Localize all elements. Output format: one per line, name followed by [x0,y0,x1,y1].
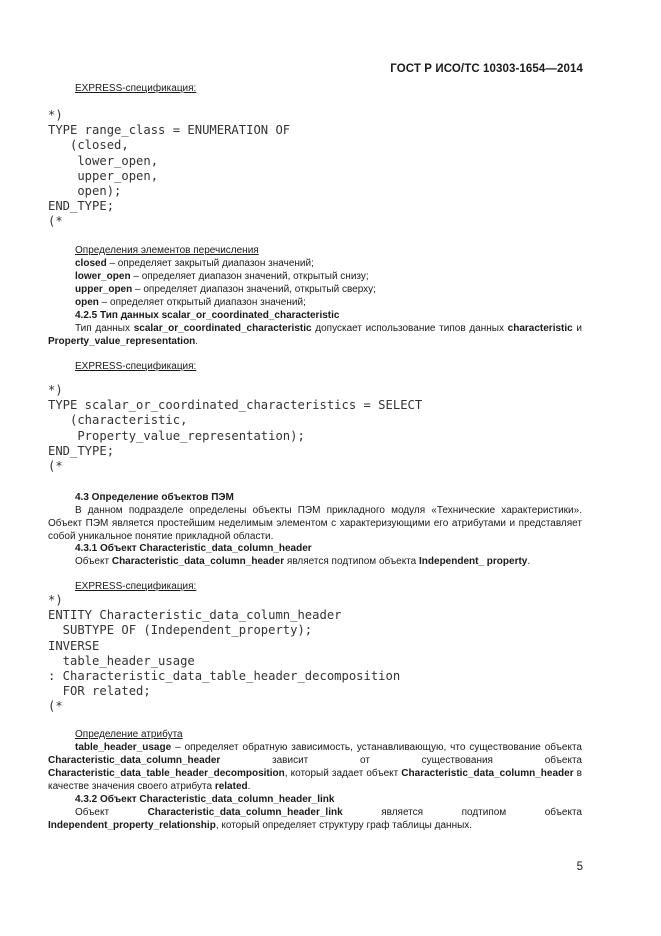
text-run: Объект [75,556,112,567]
attribute-definition-title: Определение атрибута [75,729,183,740]
text-run: , который определяет структуру граф таблицы данных. [215,820,473,831]
express-spec-label-1: EXPRESS-спецификация: [75,83,197,94]
term: Property_value_representation [48,336,196,347]
page-number: 5 [576,861,583,873]
section-4-2-5-text [48,322,582,348]
enum-term: open [75,297,99,308]
text-run: . [247,781,251,792]
text-run: допускает использование типов данных [311,323,508,334]
enum-desc: – определяет диапазон значений, открытый снизу; [130,271,369,282]
term: Characteristic_data_column_header_link [147,807,343,818]
enum-term: closed [75,258,107,269]
section-4-3-heading: 4.3 Определение объектов ПЭМ [75,492,234,503]
text-run: в качестве значения своего атрибута [48,768,582,792]
express-code-entity: *) ENTITY Characteristic_data_column_header SUBTYPE OF (Independent_property); INVERSE table_header_usage : Characteristic_data_table_header_decomposition FOR related; (* [48,593,401,714]
term: Independent_property_relationship [48,820,216,831]
term: scalar_or_coordinated_characteristic [133,323,312,334]
term: Characteristic_data_column_header [48,755,221,766]
term: Characteristic_data_table_header_decomposition [48,768,285,779]
enum-item-open [75,296,306,309]
text-run: является подтипом объекта [342,807,582,818]
section-4-2-5-heading: 4.2.5 Тип данных scalar_or_coordinated_characteristic [75,310,340,321]
term: related [214,781,248,792]
term: Independent_ property [419,556,528,567]
text-run: зависит от существования объекта [220,755,582,766]
section-4-3-1-text [48,555,582,568]
express-spec-label-3: EXPRESS-спецификация: [75,581,197,592]
enum-item-closed [75,257,314,270]
enum-definitions-title: Определения элементов перечисления [75,245,259,256]
text-run: В данном подразделе определены объекты ПЭМ прикладного модуля «Технические характеристики». Объект ПЭМ является простейшим неделимым элементом с характеризующими его атрибутами и представляет собой уникальное понятие прикладной области. [48,505,582,542]
text-run: . [527,556,531,567]
express-spec-label-2: EXPRESS-спецификация: [75,361,197,372]
text-run: Тип данных [75,323,134,334]
section-4-3-1-heading: 4.3.1 Объект Characteristic_data_column_header [75,543,312,554]
attribute-definition-text [48,741,582,793]
section-4-3-text [48,504,582,543]
text-run: Объект [75,807,148,818]
enum-item-lower-open [75,270,369,283]
enum-term: upper_open [75,284,133,295]
term: table_header_usage [75,742,172,753]
term: Characteristic_data_column_header [111,556,285,567]
standard-header: ГОСТ Р ИСО/ТС 10303-1654—2014 [390,63,583,75]
text-run: – определяет обратную зависимость, устанавливающую, что существование объекта [171,742,582,753]
term: characteristic [507,323,573,334]
enum-item-upper-open [75,283,376,296]
text-run: и [572,323,583,334]
text-run: является подтипом объекта [284,556,420,567]
text-run: , который задает объект [284,768,402,779]
enum-desc: – определяет диапазон значений, открытый сверху; [132,284,376,295]
term: Characteristic_data_column_header [401,768,574,779]
express-code-scalar-select: *) TYPE scalar_or_coordinated_characteristics = SELECT (characteristic, Property_value_representation); END_TYPE; (* [48,383,423,474]
section-4-3-2-heading: 4.3.2 Объект Characteristic_data_column_header_link [75,794,335,805]
section-4-3-2-text [48,806,582,832]
enum-desc: – определяет закрытый диапазон значений; [106,258,314,269]
text-run: . [195,336,199,347]
enum-term: lower_open [75,271,131,282]
express-code-range-class: *) TYPE range_class = ENUMERATION OF (closed, lower_open, upper_open, open); END_TYPE; (* [48,108,291,229]
enum-desc: – определяет открытый диапазон значений; [98,297,306,308]
